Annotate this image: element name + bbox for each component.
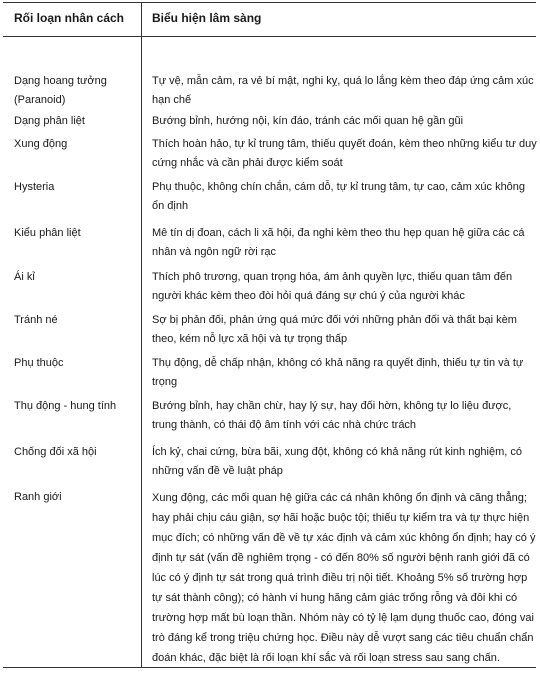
row-symptoms: Thích hoàn hảo, tự kỉ trung tâm, thiếu quyết đoán, kèm theo những kiểu tư duy cứng nhắc và cần phải được kiểm soát [152,138,537,169]
row-disorder-name: Dạng hoang tưởng (Paranoid) [14,75,107,106]
row-symptoms: Ích kỷ, chai cứng, bừa bãi, xung đột, không có khả năng rút kinh nghiệm, có những vấn đề về luật pháp [152,446,523,477]
row-symptoms: Thụ động, dễ chấp nhận, không có khả năng ra quyết định, thiếu tự tin và tự trọng [152,357,524,388]
column-header-disorder: Rối loạn nhân cách [14,11,125,25]
row-symptoms: Xung động, các mối quan hệ giữa các cá nhân không ổn định và căng thẳng; hay phải chịu cáu giận, sợ hãi hoặc buộc tội; thiếu tự kiểm tra và tự thực hiện mục đích; có những vấn đề về tự xác định và cảm xúc không ổn định; hay có ý định tự sát (vấn đề nghiêm trọng - có đến 80% số người bệnh ranh giới đã có lúc có ý định tự sát trong quá trình điều trị nội tiết. Khoảng 5% số trường hợp tự sát thành công); có hành vi hung hăng cảm giác trống rỗng và đôi khi có trường hợp mất bù loạn thần. Nhóm này có tỷ lệ lạm dụng thuốc cao, đóng vai trò đáng kể trong triệu chứng học. Điều này dễ vượt sang các tiêu chuẩn chẩn đoán khác, đặc biệt là rối loạn khí sắc và rối loạn stress sau sang chấn. [152,492,536,664]
row-symptoms: Thích phô trương, quan trọng hóa, ám ảnh quyền lực, thiếu quan tâm đến người khác kèm theo đòi hỏi quá đáng sự chú ý của người khác [152,271,513,302]
row-disorder-name: Dạng phân liệt [14,115,85,127]
column-divider [141,3,142,667]
column-header-symptoms: Biểu hiện lâm sàng [152,11,262,25]
row-symptoms: Bướng bỉnh, hướng nội, kín đáo, tránh các mối quan hệ gần gũi [152,115,464,127]
row-disorder-name: Thụ động - hung tính [14,400,117,412]
row-symptoms: Tự vệ, mẫn cảm, ra vẻ bí mật, nghi kỵ, quá lo lắng kèm theo đáp ứng cảm xúc hạn chế [152,75,534,106]
row-disorder-name: Phụ thuộc [14,357,64,369]
table-top-rule [3,2,536,3]
row-disorder-name: Kiểu phân liệt [14,227,81,239]
row-disorder-name: Ái kỉ [14,271,35,283]
table-header-rule [3,36,536,37]
row-symptoms: Mê tín dị đoan, cách li xã hội, đa nghi kèm theo thu hẹp quan hệ giữa các cá nhân và ngôn ngữ rời rạc [152,227,525,258]
row-disorder-name: Chống đối xã hội [14,446,97,458]
row-symptoms: Sợ bị phản đối, phản ứng quá mức đối với những phản đối và thất bại kèm theo, kém nỗ lực xã hội và tự trọng thấp [152,314,517,345]
row-disorder-name: Tránh né [14,314,58,326]
row-disorder-name: Ranh giới [14,491,62,503]
row-symptoms: Bướng bỉnh, hay chần chừ, hay lý sự, hay đối hờn, không tự lo liệu được, trung thành, có thái độ âm tính với các nhà chức trách [152,400,512,431]
row-disorder-name: Xung động [14,138,68,150]
row-symptoms: Phụ thuộc, không chín chắn, cám dỗ, tự kỉ trung tâm, tự cao, cảm xúc không ổn định [152,181,526,212]
row-disorder-name: Hysteria [14,181,55,193]
